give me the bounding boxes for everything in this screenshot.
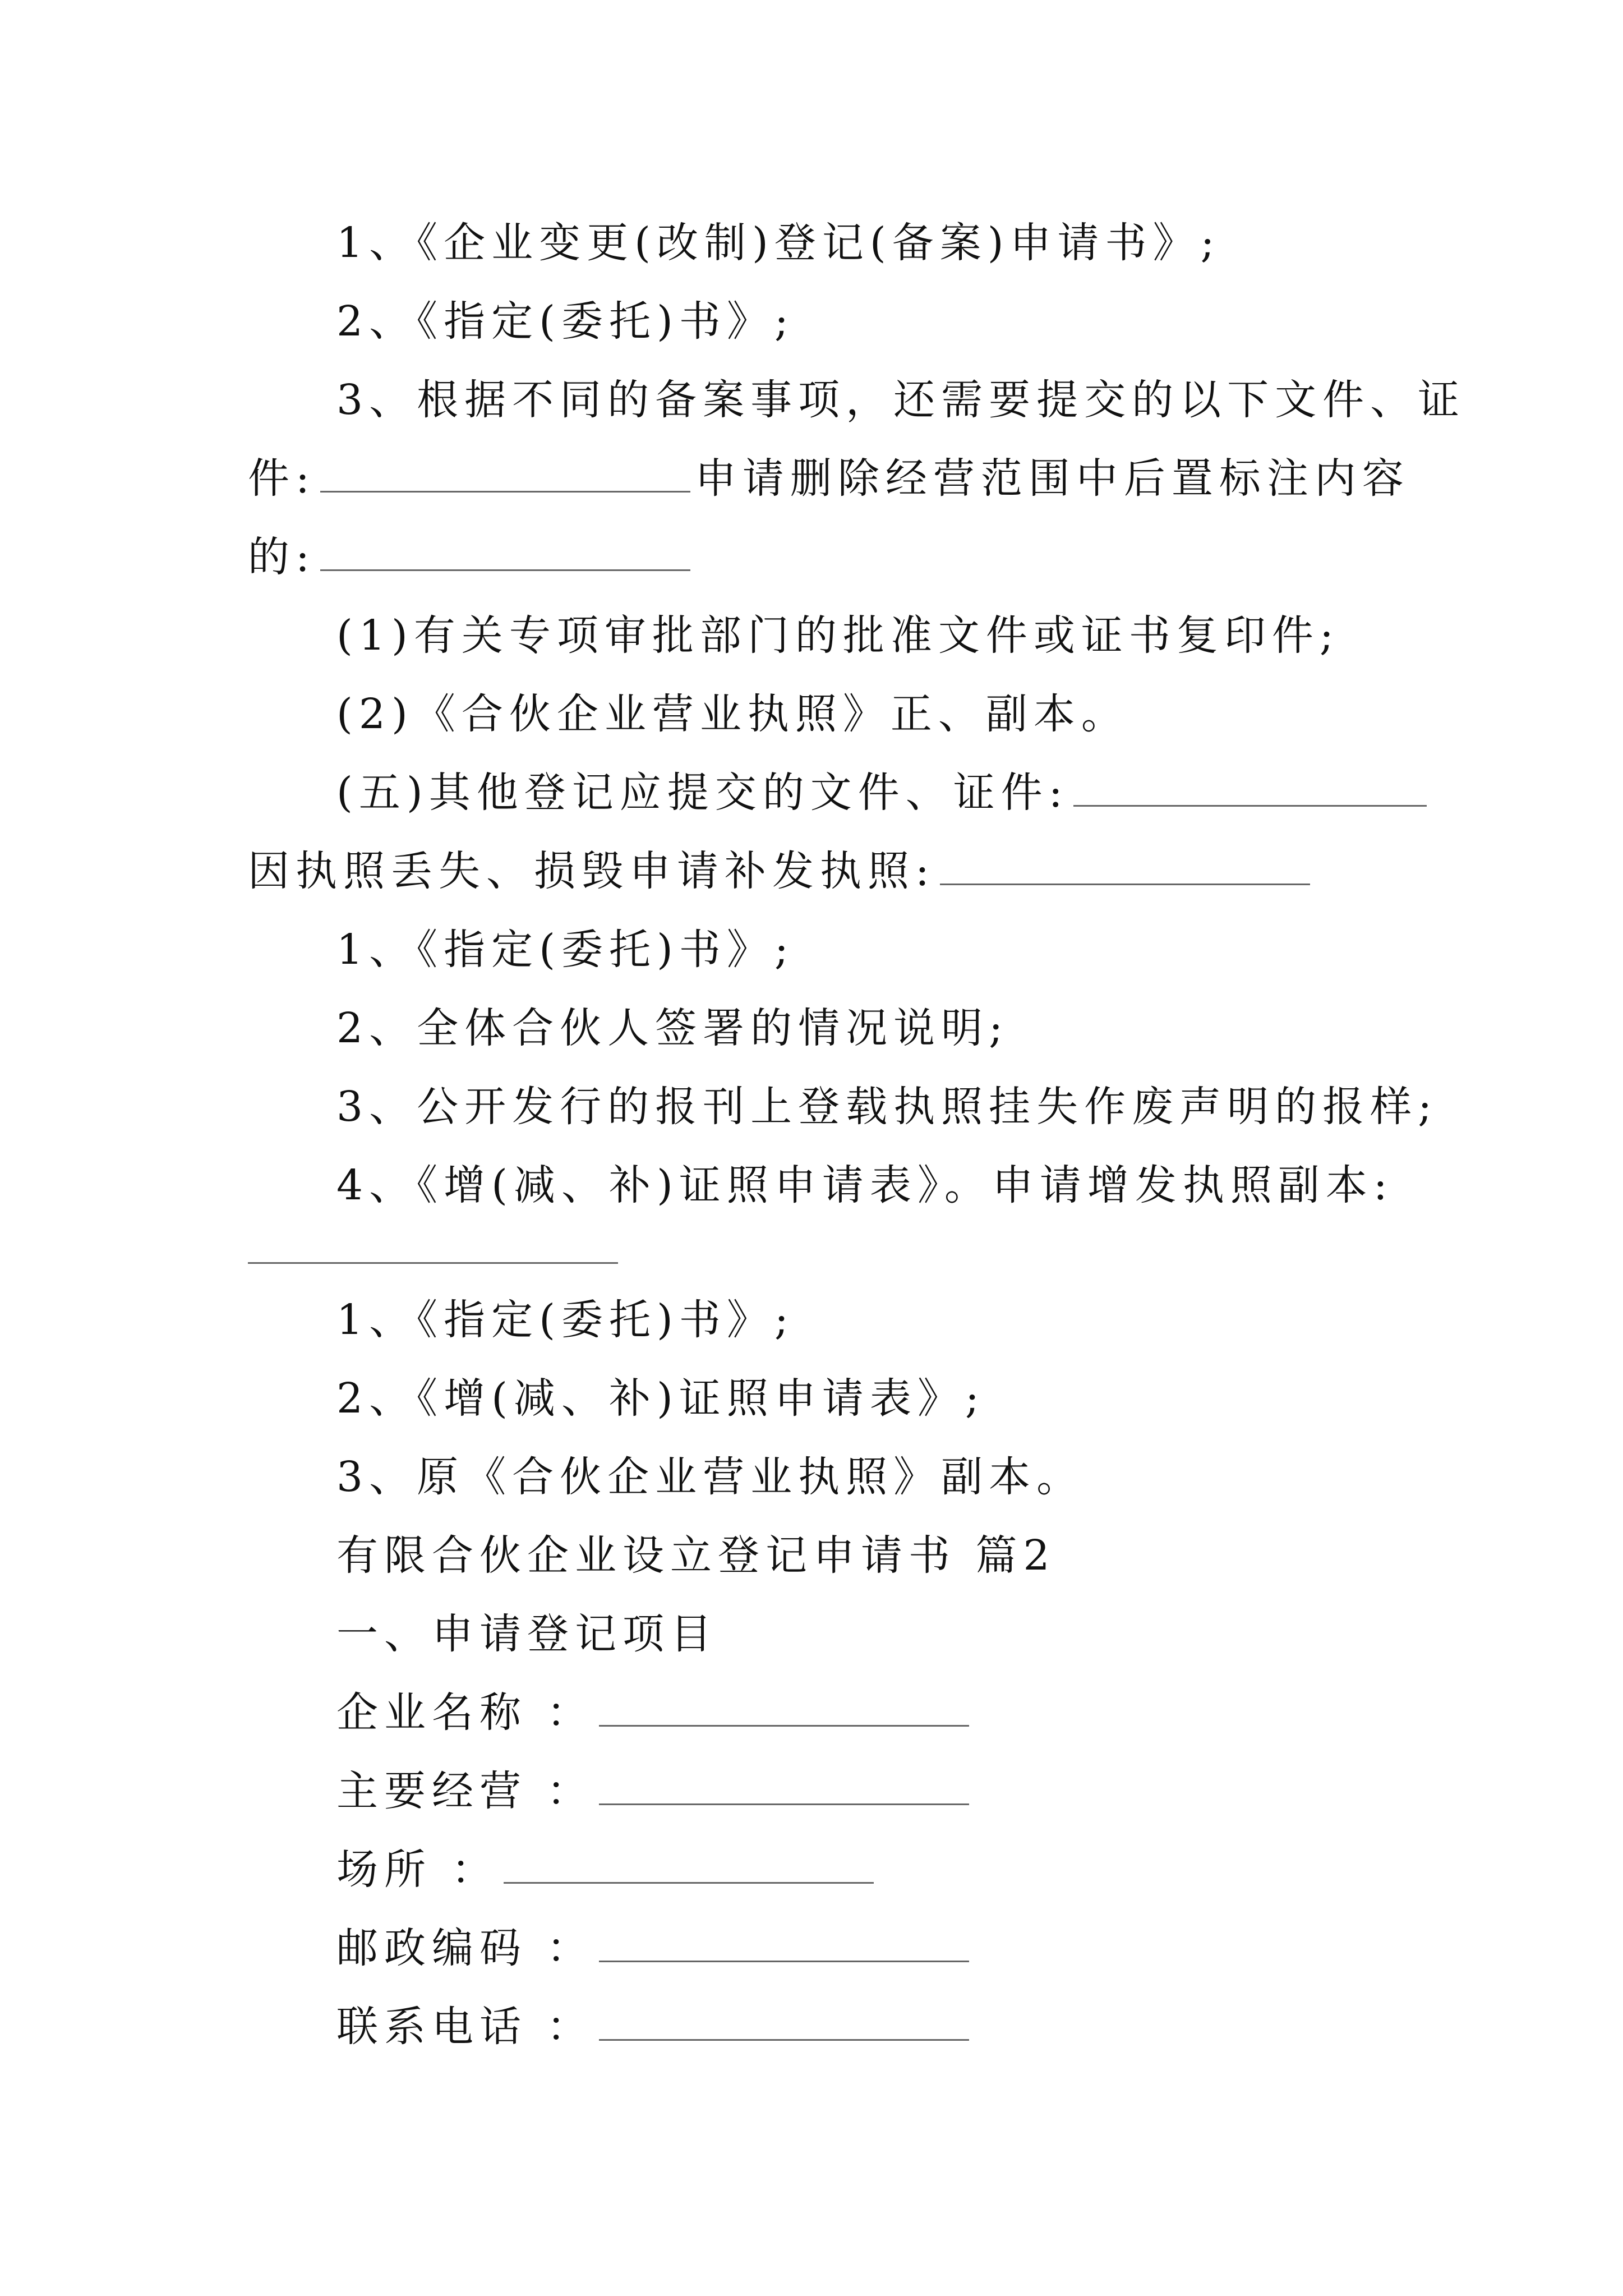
- blank-line[interactable]: [599, 2004, 969, 2041]
- subsection-title: 一、申请登记项目: [336, 1610, 718, 1658]
- list-item: 4、《增(减、补)证照申请表》。申请增发执照副本:: [336, 1161, 1394, 1209]
- paragraph-1: 1、《企业变更(改制)登记(备案)申请书》;: [336, 219, 1221, 267]
- paragraph-other-documents: (五)其他登记应提交的文件、证件:: [336, 767, 1431, 818]
- list-item: 2、《增(减、补)证照申请表》;: [336, 1374, 985, 1423]
- paragraph-2: 2、《指定(委托)书》;: [336, 297, 795, 346]
- blank-line: [320, 535, 690, 571]
- blank-line[interactable]: [504, 1847, 874, 1884]
- blank-line[interactable]: [599, 1926, 969, 1962]
- list-item: (2)《合伙企业营业执照》正、副本。: [336, 690, 1129, 738]
- paragraph-3-continued: 件: 申请删除经营范围中后置标注内容: [248, 454, 1410, 503]
- form-field-phone: 联系电话 ：: [336, 2001, 974, 2052]
- form-field-postal-code: 邮政编码 ：: [336, 1923, 974, 1973]
- blank-line: [320, 456, 690, 493]
- blank-line: [248, 1262, 618, 1264]
- list-item: 3、原《合伙企业营业执照》副本。: [336, 1453, 1085, 1501]
- paragraph-3-end: 的:: [248, 532, 695, 582]
- section-title: 有限合伙企业设立登记申请书 篇2: [336, 1531, 1056, 1580]
- form-field-company-name: 企业名称 ：: [336, 1687, 974, 1738]
- paragraph-reissue: 因执照丢失、损毁申请补发执照:: [248, 846, 1315, 896]
- paragraph-3: 3、根据不同的备案事项，还需要提交的以下文件、证: [336, 376, 1466, 424]
- blank-line[interactable]: [599, 1769, 969, 1805]
- list-item: 1、《指定(委托)书》;: [336, 1296, 795, 1344]
- list-item: (1)有关专项审批部门的批准文件或证书复印件;: [336, 611, 1340, 660]
- blank-line: [1073, 770, 1427, 807]
- form-field-main-business: 主要经营 ：: [336, 1766, 974, 1816]
- list-item: 2、全体合伙人签署的情况说明;: [336, 1004, 1009, 1052]
- form-field-premises: 场所 ：: [336, 1844, 878, 1895]
- blank-line: [940, 849, 1310, 885]
- list-item: 3、公开发行的报刊上登载执照挂失作废声明的报样;: [336, 1083, 1438, 1131]
- list-item: 1、《指定(委托)书》;: [336, 926, 795, 974]
- blank-line[interactable]: [599, 1690, 969, 1727]
